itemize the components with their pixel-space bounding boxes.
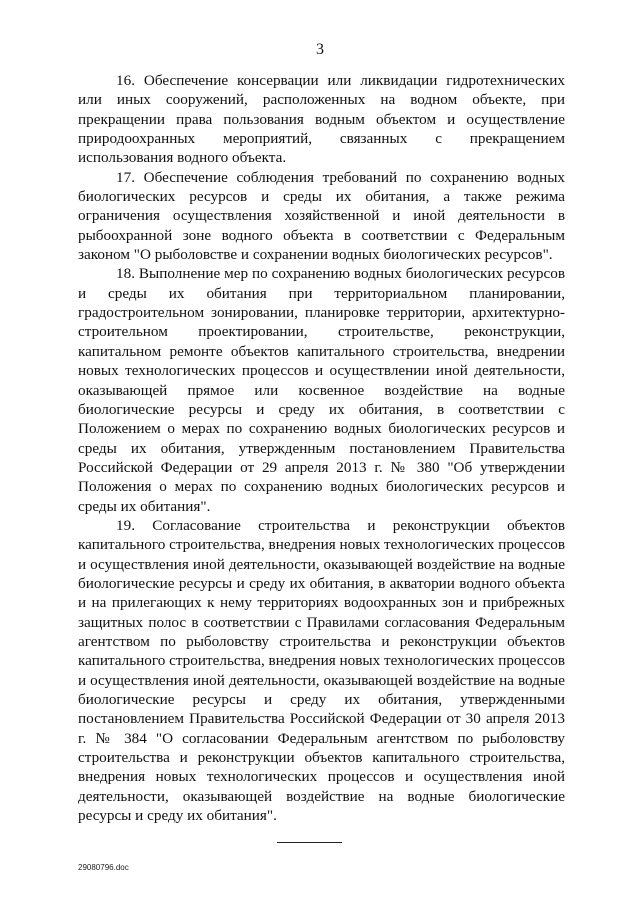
document-body — [78, 71, 565, 825]
paragraph-16: 16. Обеспечение консервации или ликвидации гидротехнических или иных сооружений, расположенных на водном объекте, при прекращении права пользования водным объектом и осуществление природоохранных мероприятий, связанных с прекращением использования водного объекта. — [78, 72, 565, 167]
footer-divider — [277, 842, 342, 843]
document-code: 29080796.doc — [78, 863, 129, 872]
paragraph-18: 18. Выполнение мер по сохранению водных биологических ресурсов и среды их обитания при территориальном планировании, градостроительном зонировании, планировке территории, архитектурно-строительном проектировании, строительстве, реконструкции, капитальном ремонте объектов капитального строительства, внедрении новых технологических процессов и осуществлении иной деятельности, оказывающей прямое или косвенное воздействие на водные биологические ресурсы и среду их обитания, в соответствии с Положением о мерах по сохранению водных биологических ресурсов и среды их обитания, утвержденным постановлением Правительства Российской Федерации от 29 апреля 2013 г. № 380 "Об утверждении Положения о мерах по сохранению водных биологических ресурсов и среды их обитания". — [78, 265, 565, 515]
page-number: 3 — [316, 41, 324, 58]
paragraph-19: 19. Согласование строительства и реконструкции объектов капитального строительства, внедрения новых технологических процессов и осуществления иной деятельности, оказывающей воздействие на водные биологические ресурсы и среду их обитания, в акватории водного объекта и на прилегающих к нему территориях водоохранных зон и прибрежных защитных полос в соответствии с Правилами согласования Федеральным агентством по рыболовству строительства и реконструкции объектов капитального строительства, внедрения новых технологических процессов и осуществления иной деятельности, оказывающей воздействие на водные биологические ресурсы и среду их обитания, утвержденными постановлением Правительства Российской Федерации от 30 апреля 2013 г. № 384 "О согласовании Федеральным агентством по рыболовству строительства и реконструкции объектов капитального строительства, внедрения новых технологических процессов и осуществления иной деятельности, оказывающей воздействие на водные биологические ресурсы и среду их обитания". — [78, 516, 566, 825]
paragraph-17: 17. Обеспечение соблюдения требований по сохранению водных биологических ресурсов и среды их обитания, а также режима ограничения осуществления хозяйственной и иной деятельности в рыбоохранной зоне водного объекта в соответствии с Федеральным законом "О рыболовстве и сохранении водных биологических ресурсов". — [78, 168, 565, 264]
